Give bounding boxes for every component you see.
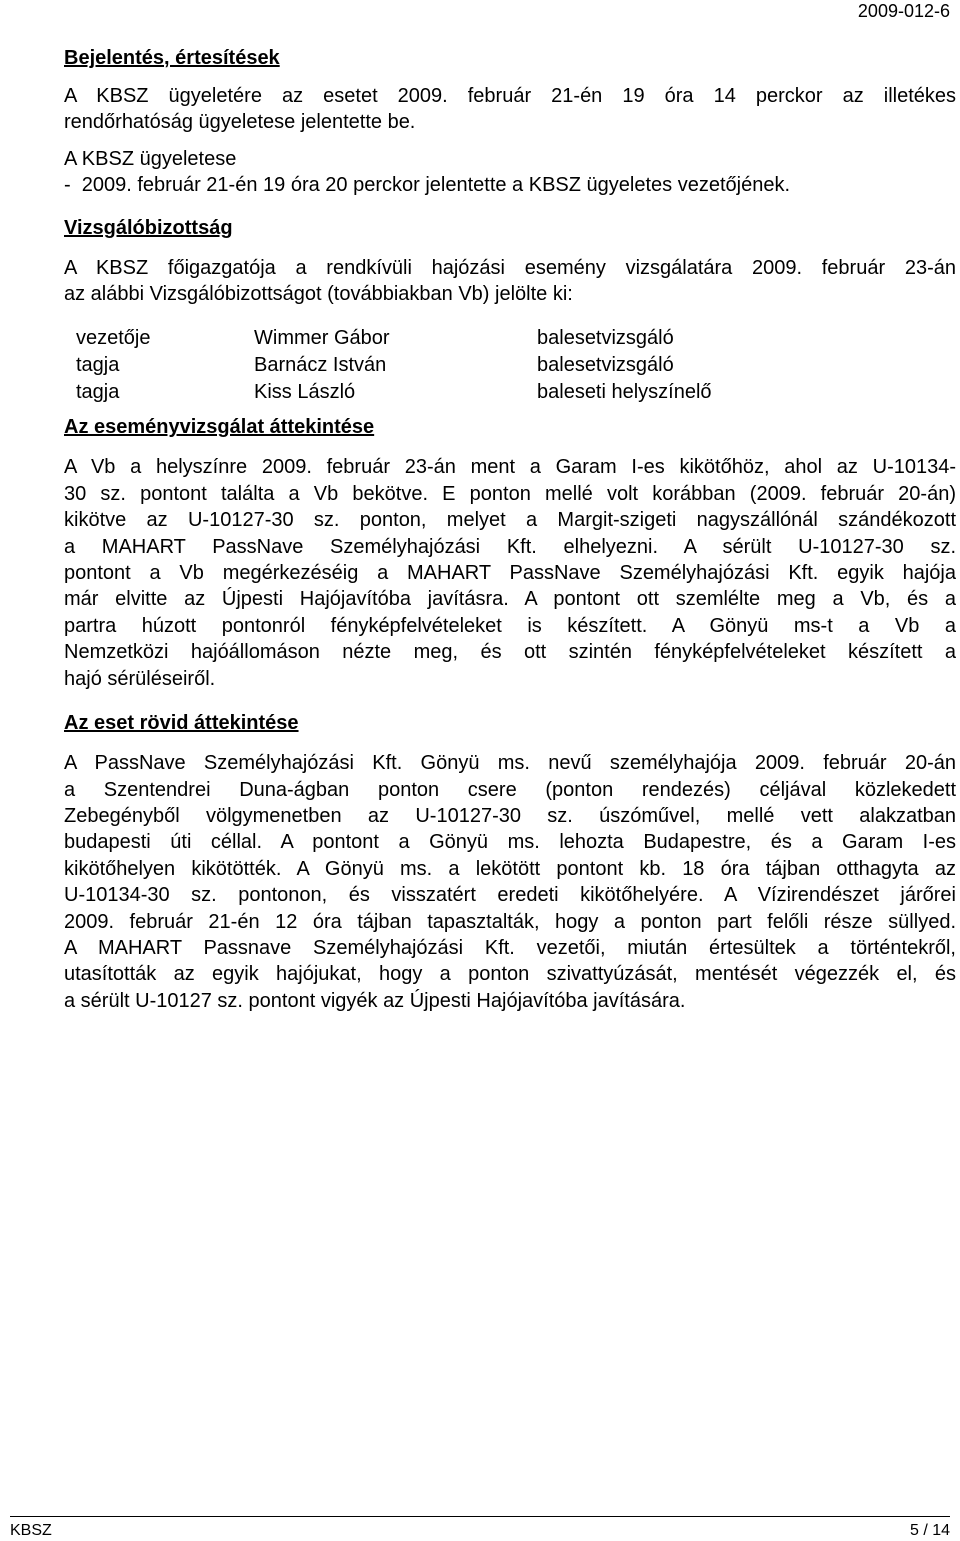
text-line: kikötőhelyen kikötötték. A Gönyü ms. a lekötött pontont kb. 18 óra tájban otthagyta az: [64, 857, 956, 880]
summary-para: [64, 750, 956, 1014]
member-role: tagja: [76, 381, 120, 404]
text-line: 2009. február 21-én 12 óra tájban tapasztalták, hogy a ponton part felőli része süllyed.: [64, 910, 956, 933]
notifications-para1: [64, 83, 956, 136]
committee-section: [64, 215, 956, 407]
member-role: vezetője: [76, 327, 151, 350]
member-name: Wimmer Gábor: [254, 327, 390, 350]
overview-heading: Az eseményvizsgálat áttekintése: [64, 416, 375, 439]
member-title: balesetvizsgáló: [537, 327, 674, 350]
notifications-heading: Bejelentés, értesítések: [64, 47, 280, 69]
text-line: a MAHART PassNave Személyhajózási Kft. elhelyezni. A sérült U-10127-30 sz.: [64, 535, 956, 558]
overview-section: [64, 414, 956, 692]
text-line: utasították az egyik hajójukat, hogy a ponton szivattyúzását, mentését végezzék el, és: [64, 963, 956, 986]
text-line: - 2009. február 21-én 19 óra 20 perckor jelentette a KBSZ ügyeletes vezetőjének.: [64, 174, 790, 197]
document-body: [64, 45, 956, 1014]
notifications-section: [64, 45, 956, 199]
text-line: U-10134-30 sz. pontonon, és visszatért eredeti kikötőhelyére. A Vízirendészet járőrei: [64, 884, 956, 907]
notifications-para2: [64, 146, 956, 199]
committee-heading: Vizsgálóbizottság: [64, 216, 233, 239]
text-line: A KBSZ ügyeletese: [64, 147, 237, 170]
text-line: A KBSZ főigazgatója a rendkívüli hajózási esemény vizsgálatára 2009. február 23-án: [64, 256, 956, 279]
member-title: balesetvizsgáló: [537, 354, 674, 377]
member-name: Kiss László: [254, 381, 356, 404]
committee-roster: [76, 325, 956, 406]
text-line: hajó sérüléseiről.: [64, 667, 216, 690]
footer-divider: [10, 1516, 950, 1517]
page-number: 5 / 14: [909, 1522, 950, 1539]
roster-row: [76, 325, 956, 352]
member-title: baleseti helyszínelő: [537, 381, 712, 404]
text-line: Zebegényből völgymenetben az U-10127-30 sz. úszóművel, mellé vett alakzatban: [64, 804, 956, 827]
summary-heading: Az eset rövid áttekintése: [64, 712, 299, 735]
text-line: A Vb a helyszínre 2009. február 23-án ment a Garam I-es kikötőhöz, ahol az U-10134-: [64, 456, 956, 479]
overview-para: [64, 454, 956, 692]
committee-para: [64, 255, 956, 308]
text-line: A PassNave Személyhajózási Kft. Gönyü ms. nevű személyhajója 2009. február 20-án: [64, 752, 956, 775]
text-line: kikötve az U-10127-30 sz. ponton, melyet a Margit-szigeti nagyszállónál szándékozott: [64, 509, 956, 532]
text-line: partra húzott pontonról fényképfelvételeket is készített. A Gönyü ms-t a Vb a: [64, 614, 956, 637]
text-line: a Szentendrei Duna-ágban ponton csere (ponton rendezés) céljával közlekedett: [64, 778, 956, 801]
text-line: rendőrhatóság ügyeletese jelentette be.: [64, 111, 416, 134]
text-line: a sérült U-10127 sz. pontont vigyék az Újpesti Hajójavítóba javítására.: [64, 989, 686, 1012]
member-role: tagja: [76, 354, 120, 377]
roster-row: [76, 379, 956, 406]
text-line: A MAHART Passnave Személyhajózási Kft. vezetői, miután értesültek a történtekről,: [64, 936, 956, 959]
text-line: pontont a Vb megérkezéséig a MAHART PassNave Személyhajózási Kft. egyik hajója: [64, 562, 956, 585]
text-line: budapesti úti céllal. A pontont a Gönyü ms. lehozta Budapestre, és a Garam I-es: [64, 831, 956, 854]
text-line: már elvitte az Újpesti Hajójavítóba javításra. A pontont ott szemlélte meg a Vb, és a: [64, 588, 956, 611]
text-line: A KBSZ ügyeletére az esetet 2009. február 21-én 19 óra 14 perckor az illetékes: [64, 85, 956, 107]
text-line: 30 sz. pontont találta a Vb bekötve. E ponton mellé volt korábban (2009. február 20-án): [64, 482, 956, 505]
roster-row: [76, 352, 956, 379]
member-name: Barnácz István: [254, 354, 387, 377]
text-line: az alábbi Vizsgálóbizottságot (továbbiakban Vb) jelölte ki:: [64, 283, 573, 306]
footer-org: KBSZ: [10, 1522, 52, 1539]
summary-section: [64, 710, 956, 1014]
document-id: 2009-012-6: [857, 1, 950, 21]
text-line: Nemzetközi hajóállomáson nézte meg, és ott szintén fényképfelvételeket készített a: [64, 641, 956, 664]
